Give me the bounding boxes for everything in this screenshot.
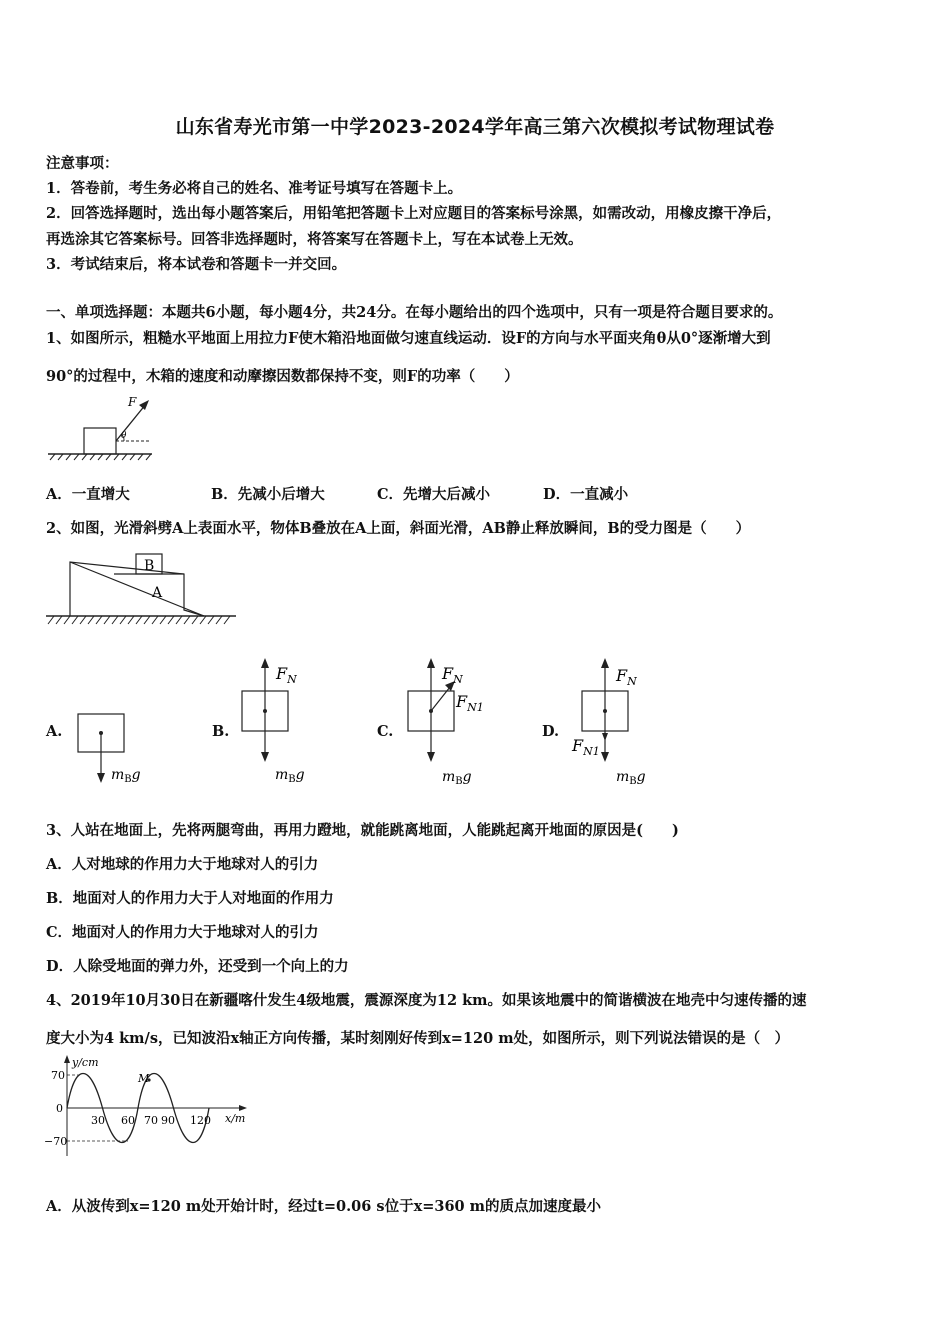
svg-text:120: 120 — [190, 1114, 211, 1127]
q1-options — [46, 483, 628, 504]
svg-text:y/cm: y/cm — [72, 1056, 99, 1069]
q2-stem: 2、如图，光滑斜劈A上表面水平，物体B叠放在A上面，斜面光滑，AB静止释放瞬间，B的受力图是（ ） — [46, 520, 751, 537]
q1-figure — [46, 392, 156, 464]
section-heading: 一、单项选择题：本题共6小题，每小题4分，共24分。在每小题给出的四个选项中，只有一项是符合题目要求的。 — [46, 304, 783, 321]
force-label: F — [128, 395, 137, 409]
q3-option-d[interactable]: D．人除受地面的弹力外，还受到一个向上的力 — [46, 958, 349, 975]
notice-item: 3．考试结束后，将本试卷和答题卡一并交回。 — [46, 256, 347, 273]
q4-wave-graph — [40, 1052, 255, 1164]
q2-force-diagram-c — [402, 655, 502, 790]
svg-text:mBg: $m_Bg$ — [275, 767, 305, 785]
notice-item: 1．答卷前，考生务必将自己的姓名、准考证号填写在答题卡上。 — [46, 180, 463, 197]
svg-text:A: A — [152, 585, 163, 601]
q4-option-a[interactable]: A．从波传到x=120 m处开始计时，经过t=0.06 s位于x=360 m的质点加速度最小 — [46, 1198, 602, 1215]
q2-figure — [44, 550, 239, 632]
exam-title: 山东省寿光市第一中学2023-2024学年高三第六次模拟考试物理试卷 — [175, 116, 775, 138]
q4-stem-line2: 度大小为4 km/s，已知波沿x轴正方向传播，某时刻刚好传到x=120 m处，如图所示，则下列说法错误的是（ ） — [46, 1030, 790, 1047]
svg-text:x/m: x/m — [225, 1112, 246, 1125]
q2-option-a[interactable]: A. — [46, 723, 63, 740]
q3-option-c[interactable]: C．地面对人的作用力大于地球对人的引力 — [46, 924, 319, 941]
q1-option-d[interactable]: D．一直减小 — [543, 486, 629, 503]
svg-text:30: 30 — [91, 1114, 105, 1127]
q3-option-a[interactable]: A．人对地球的作用力大于地球对人的引力 — [46, 856, 319, 873]
q1-option-a[interactable]: A．一直增大 — [46, 486, 130, 503]
angle-label: θ — [121, 431, 127, 441]
q2-option-c[interactable]: C. — [377, 723, 394, 740]
q3-option-b[interactable]: B．地面对人的作用力大于人对地面的作用力 — [46, 890, 334, 907]
q2-option-d[interactable]: D. — [542, 723, 560, 740]
svg-text:M: M — [138, 1072, 150, 1085]
svg-text:60: 60 — [121, 1114, 135, 1127]
svg-text:FN1: $F_{N1}$ — [572, 736, 600, 758]
q2-force-diagram-b — [238, 655, 328, 790]
svg-text:FN: $F_N$ — [442, 664, 463, 686]
svg-text:70: 70 — [51, 1069, 65, 1082]
svg-text:mBg: $m_Bg$ — [616, 769, 646, 787]
q2-force-diagram-a — [74, 705, 164, 790]
svg-text:FN: $F_N$ — [616, 666, 637, 688]
svg-text:FN: $F_N$ — [276, 664, 297, 686]
q1-stem-line2: 90°的过程中，木箱的速度和动摩擦因数都保持不变，则F的功率（ ） — [46, 368, 519, 385]
svg-text:90: 90 — [161, 1114, 175, 1127]
svg-text:B: B — [144, 558, 155, 574]
notice-item: 再选涂其它答案标号。回答非选择题时，将答案写在答题卡上，写在本试卷上无效。 — [46, 231, 583, 248]
q2-option-b[interactable]: B. — [212, 723, 230, 740]
wooden-box — [84, 428, 116, 454]
q1-option-c[interactable]: C．先增大后减小 — [377, 486, 491, 503]
svg-text:mBg: $m_Bg$ — [442, 769, 472, 787]
notice-item: 2．回答选择题时，选出每小题答案后，用铅笔把答题卡上对应题目的答案标号涂黑，如需改动，用橡皮擦干净后， — [46, 205, 782, 222]
q4-stem-line1: 4、2019年10月30日在新疆喀什发生4级地震，震源深度为12 km。如果该地震中的简谐横波在地壳中匀速传播的速 — [46, 992, 807, 1009]
q1-stem-line1: 1、如图所示，粗糙水平地面上用拉力F使木箱沿地面做匀速直线运动．设F的方向与水平面夹角θ从0°逐渐增大到 — [46, 330, 771, 347]
q2-force-diagram-d — [570, 655, 670, 790]
svg-text:FN1: $F_{N1}$ — [456, 692, 484, 714]
q1-option-b[interactable]: B．先减小后增大 — [211, 486, 325, 503]
svg-text:mBg: $m_Bg$ — [111, 767, 141, 785]
svg-text:−70: −70 — [44, 1135, 68, 1148]
svg-text:70: 70 — [144, 1114, 158, 1127]
notice-heading: 注意事项： — [46, 155, 119, 172]
svg-text:0: 0 — [56, 1102, 63, 1115]
q3-stem: 3、人站在地面上，先将两腿弯曲，再用力蹬地，就能跳离地面，人能跳起离开地面的原因是( ) — [46, 822, 679, 839]
